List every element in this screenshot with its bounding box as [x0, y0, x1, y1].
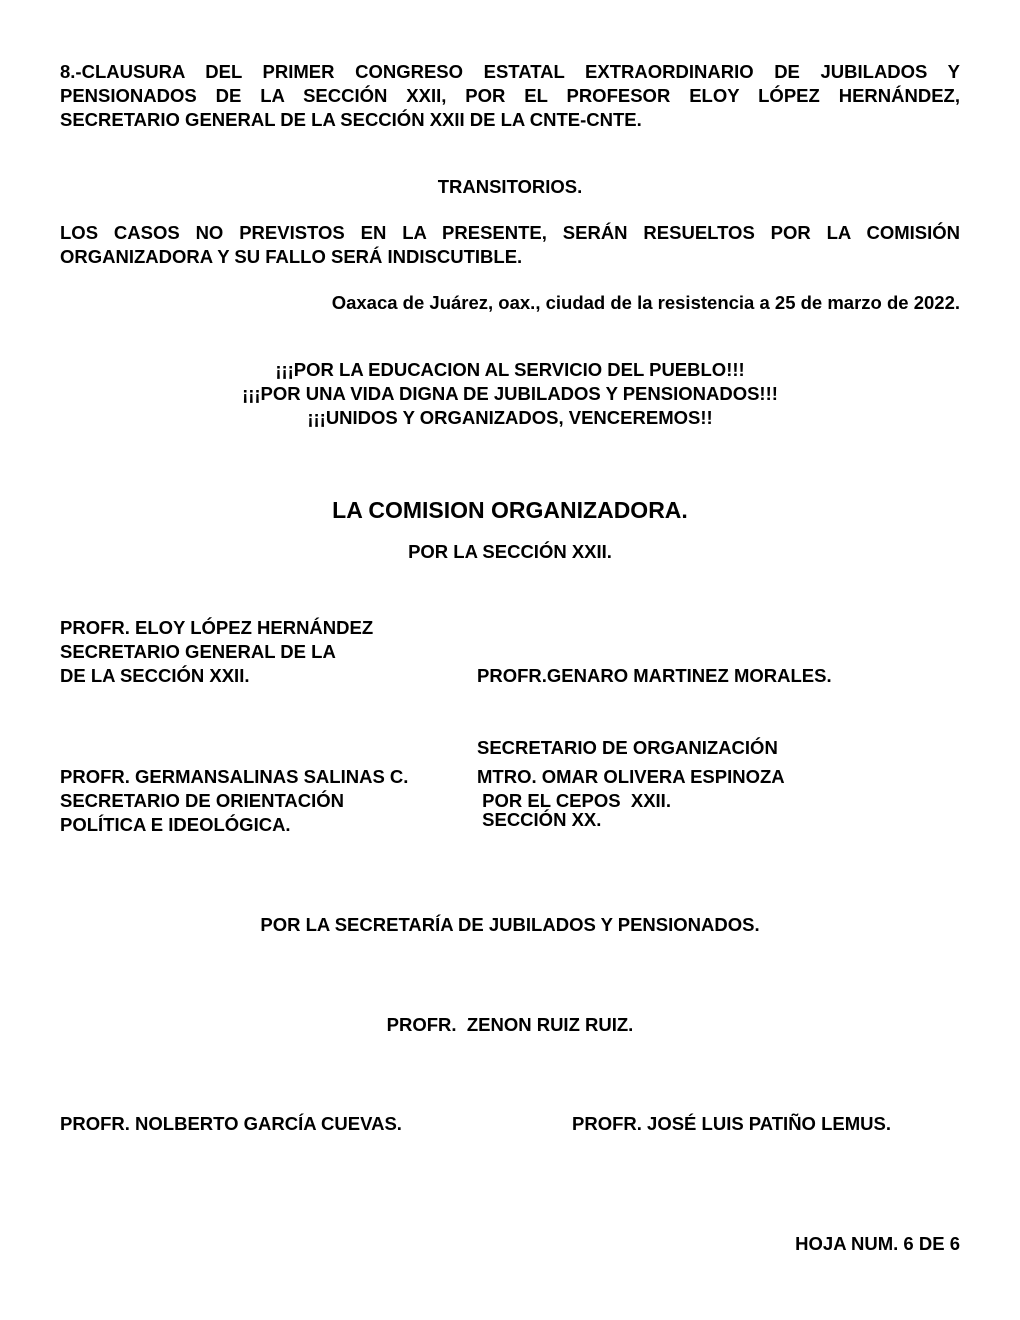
- page-number: HOJA NUM. 6 DE 6: [795, 1233, 960, 1254]
- slogan-line: ¡¡¡POR UNA VIDA DIGNA DE JUBILADOS Y PENSIONADOS!!!: [242, 383, 778, 404]
- signatory-title: SECRETARIO GENERAL DE LA: [60, 641, 336, 662]
- closing-item-paragraph: [60, 60, 960, 132]
- signatory-name: MTRO. OMAR OLIVERA ESPINOZA: [477, 766, 785, 787]
- commission-subtitle: POR LA SECCIÓN XXII.: [408, 541, 612, 562]
- signatory-right-3: PROFR. JOSÉ LUIS PATIÑO LEMUS.: [572, 1113, 891, 1134]
- secretaria-heading: POR LA SECRETARÍA DE JUBILADOS Y PENSIONADOS.: [260, 914, 760, 935]
- paragraph-line: ORGANIZADORA Y SU FALLO SERÁ INDISCUTIBLE.: [60, 246, 523, 267]
- slogans: [60, 358, 960, 430]
- slogan-line: ¡¡¡UNIDOS Y ORGANIZADOS, VENCEREMOS!!: [307, 407, 713, 428]
- commission-title: LA COMISION ORGANIZADORA.: [332, 497, 688, 523]
- signatory-title: POR EL CEPOS XXII.: [477, 790, 671, 811]
- signatory-left-2: [60, 765, 408, 837]
- signatory-title: DE LA SECCIÓN XXII.: [60, 665, 250, 686]
- paragraph-line: LOS CASOS NO PREVISTOS EN LA PRESENTE, SERÁN RESUELTOS POR LA COMISIÓN: [60, 222, 960, 243]
- signatory-left-3: PROFR. NOLBERTO GARCÍA CUEVAS.: [60, 1113, 402, 1134]
- paragraph-line: PENSIONADOS DE LA SECCIÓN XXII, POR EL PROFESOR ELOY LÓPEZ HERNÁNDEZ,: [60, 85, 960, 106]
- place-date: Oaxaca de Juárez, oax., ciudad de la resistencia a 25 de marzo de 2022.: [331, 292, 960, 313]
- transitorios-heading: TRANSITORIOS.: [437, 176, 583, 197]
- signatory-title: POLÍTICA E IDEOLÓGICA.: [60, 814, 291, 835]
- signatory-title: SECRETARIO DE ORGANIZACIÓN: [477, 737, 778, 758]
- signatory-title: SECCIÓN XX.: [477, 809, 602, 830]
- transitorios-paragraph: [60, 221, 960, 269]
- signatory-right-1: [477, 616, 832, 880]
- paragraph-line: 8.-CLAUSURA DEL PRIMER CONGRESO ESTATAL EXTRAORDINARIO DE JUBILADOS Y: [60, 61, 960, 82]
- paragraph-line: SECRETARIO GENERAL DE LA SECCIÓN XXII DE LA CNTE-CNTE.: [60, 109, 642, 130]
- signatory-name: PROFR. GERMANSALINAS SALINAS C.: [60, 766, 409, 787]
- secretaria-signatory: PROFR. ZENON RUIZ RUIZ.: [386, 1014, 634, 1035]
- signatory-name: PROFR. ELOY LÓPEZ HERNÁNDEZ: [60, 617, 374, 638]
- slogan-line: ¡¡¡POR LA EDUCACION AL SERVICIO DEL PUEBLO!!!: [275, 359, 745, 380]
- signatory-left-1: [60, 616, 373, 688]
- signatory-title: SECRETARIO DE ORIENTACIÓN: [60, 790, 345, 811]
- signatory-name: PROFR.GENARO MARTINEZ MORALES.: [477, 665, 832, 686]
- signatory-right-2: [477, 765, 785, 813]
